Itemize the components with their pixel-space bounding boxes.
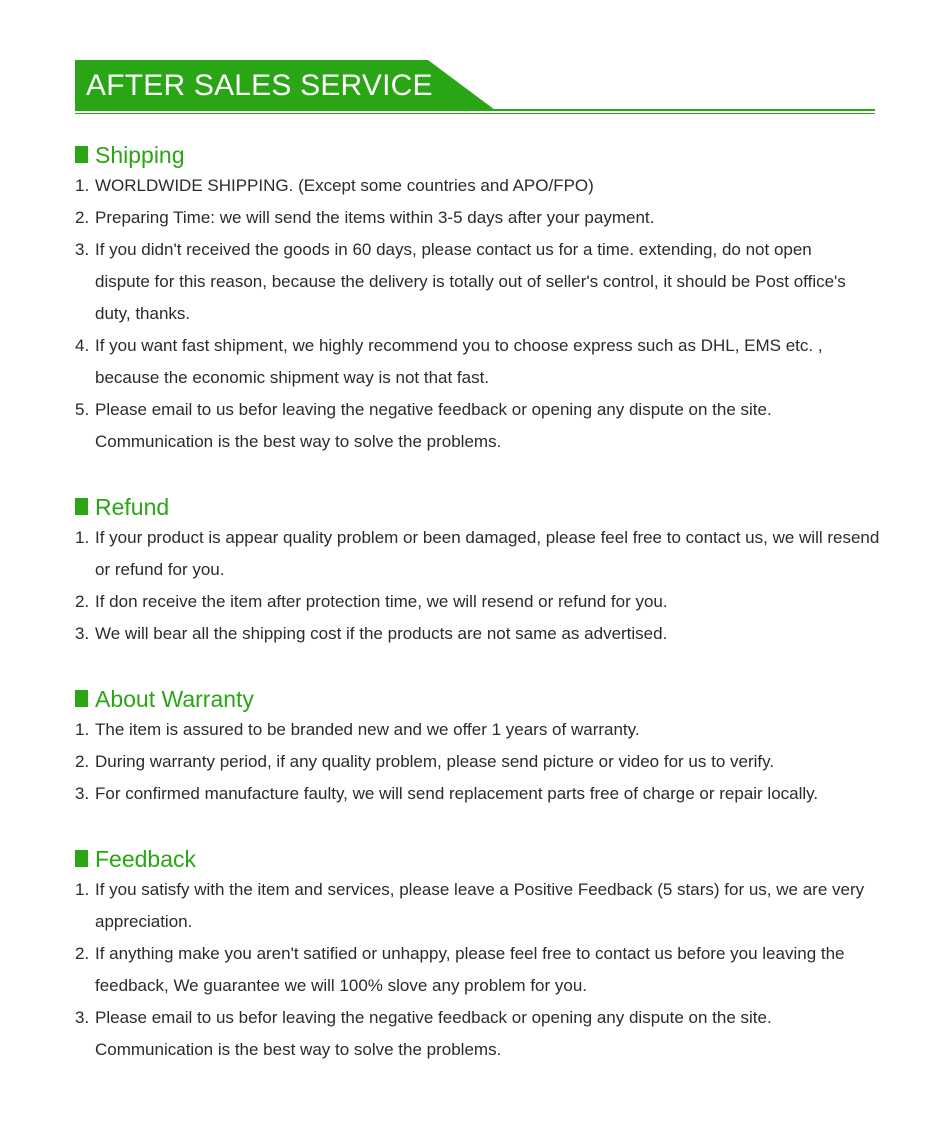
item-number: 3. bbox=[75, 1008, 90, 1027]
item-number: 2. bbox=[75, 752, 90, 771]
item-number: 2. bbox=[75, 592, 90, 611]
list-item bbox=[75, 170, 885, 202]
item-text: The item is assured to be branded new and we offer 1 years of warranty. bbox=[95, 720, 640, 739]
item-number: 1. bbox=[75, 528, 90, 547]
item-number: 1. bbox=[75, 880, 90, 899]
section-shipping bbox=[75, 140, 885, 458]
list-item bbox=[75, 874, 885, 938]
list-item bbox=[75, 1002, 885, 1066]
list-item bbox=[75, 522, 885, 586]
section-feedback bbox=[75, 844, 885, 1066]
item-text: If don receive the item after protection time, we will resend or refund for you. bbox=[95, 592, 668, 611]
item-text: If you want fast shipment, we highly recommend you to choose express such as DHL, EMS etc. , because the economic shipment way is not that fast. bbox=[95, 336, 823, 387]
item-text: WORLDWIDE SHIPPING. (Except some countries and APO/FPO) bbox=[95, 176, 594, 195]
item-number: 1. bbox=[75, 176, 90, 195]
list-item bbox=[75, 330, 885, 394]
item-number: 3. bbox=[75, 240, 90, 259]
item-text: We will bear all the shipping cost if the products are not same as advertised. bbox=[95, 624, 668, 643]
section-title: About Warranty bbox=[95, 686, 254, 712]
item-number: 2. bbox=[75, 208, 90, 227]
item-number: 1. bbox=[75, 720, 90, 739]
section-header bbox=[75, 844, 885, 874]
section-header bbox=[75, 140, 885, 170]
list-item bbox=[75, 618, 885, 650]
item-number: 3. bbox=[75, 784, 90, 803]
list-item bbox=[75, 234, 885, 330]
section-title: Refund bbox=[95, 494, 170, 520]
feedback-list bbox=[75, 874, 885, 1066]
list-item bbox=[75, 746, 885, 778]
item-text: For confirmed manufacture faulty, we will send replacement parts free of charge or repair locally. bbox=[95, 784, 819, 803]
after-sales-banner bbox=[75, 60, 875, 116]
item-text: Please email to us befor leaving the negative feedback or opening any dispute on the site. Communication is the best way to solve the problems. bbox=[95, 400, 772, 451]
warranty-list bbox=[75, 714, 885, 810]
list-item bbox=[75, 778, 885, 810]
section-marker bbox=[75, 690, 88, 707]
section-marker bbox=[75, 498, 88, 515]
item-number: 3. bbox=[75, 624, 90, 643]
list-item bbox=[75, 202, 885, 234]
item-text: If you satisfy with the item and services, please leave a Positive Feedback (5 stars) for us, we are very appreciation. bbox=[95, 880, 865, 931]
item-number: 5. bbox=[75, 400, 90, 419]
section-warranty bbox=[75, 684, 885, 810]
page-title: AFTER SALES SERVICE bbox=[86, 69, 433, 102]
item-text: Preparing Time: we will send the items within 3-5 days after your payment. bbox=[95, 208, 655, 227]
item-number: 2. bbox=[75, 944, 90, 963]
item-text: During warranty period, if any quality problem, please send picture or video for us to verify. bbox=[95, 752, 775, 771]
list-item bbox=[75, 394, 885, 458]
list-item bbox=[75, 938, 885, 1002]
section-refund bbox=[75, 492, 885, 650]
item-text: If you didn't received the goods in 60 days, please contact us for a time. extending, do not open dispute for this reason, because the delivery is totally out of seller's control, it should be Post office's duty, thanks. bbox=[95, 240, 846, 323]
section-marker bbox=[75, 146, 88, 163]
section-title: Feedback bbox=[95, 846, 197, 872]
item-text: Please email to us befor leaving the negative feedback or opening any dispute on the site. Communication is the best way to solve the problems. bbox=[95, 1008, 772, 1059]
shipping-list bbox=[75, 170, 885, 458]
item-text: If your product is appear quality problem or been damaged, please feel free to contact us, we will resend or refund for you. bbox=[95, 528, 880, 579]
section-header bbox=[75, 684, 885, 714]
list-item bbox=[75, 714, 885, 746]
section-marker bbox=[75, 850, 88, 867]
list-item bbox=[75, 586, 885, 618]
refund-list bbox=[75, 522, 885, 650]
section-title: Shipping bbox=[95, 142, 185, 168]
item-text: If anything make you aren't satified or unhappy, please feel free to contact us before you leaving the feedback, We guarantee we will 100% slove any problem for you. bbox=[95, 944, 845, 995]
section-header bbox=[75, 492, 885, 522]
item-number: 4. bbox=[75, 336, 90, 355]
